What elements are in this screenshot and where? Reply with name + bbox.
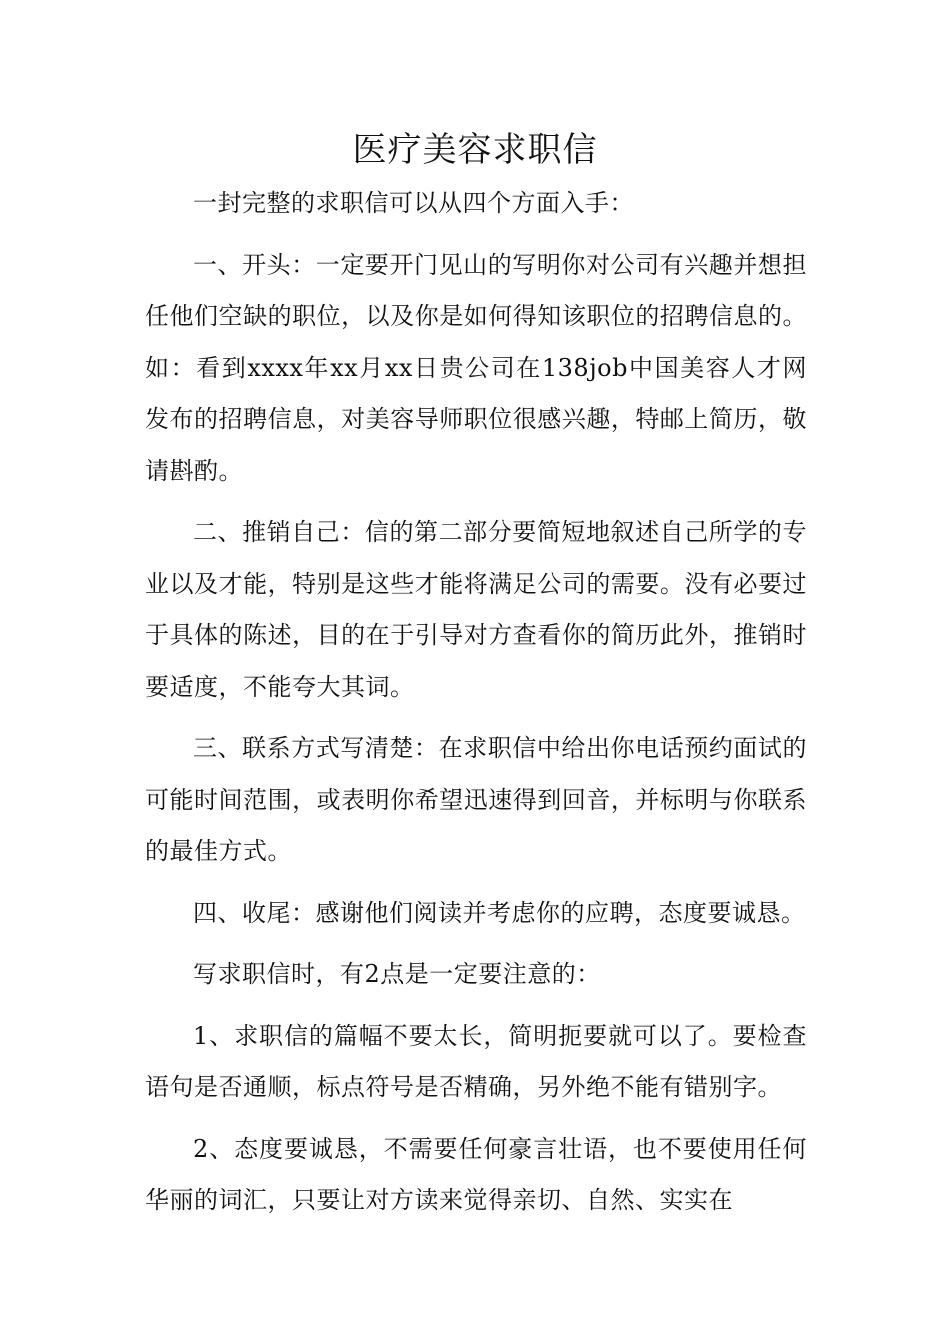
- paragraph-opening: 一、开头：一定要开门见山的写明你对公司有兴趣并想担任他们空缺的职位，以及你是如何得知该职位的招聘信息的。如：看到xxxx年xx月xx日贵公司在138job中国美容人才网发布的招聘信息，对美容导师职位很感兴趣，特邮上简历，敬请斟酌。: [145, 250, 807, 485]
- paragraph-note-2: 2、态度要诚恳，不需要任何豪言壮语，也不要使用任何华丽的词汇，只要让对方读来觉得亲切、自然、实实在: [145, 1134, 807, 1214]
- paragraph-contact: 三、联系方式写清楚：在求职信中给出你电话预约面试的可能时间范围，或表明你希望迅速得到回音，并标明与你联系的最佳方式。: [145, 734, 807, 865]
- paragraph-intro: 一封完整的求职信可以从四个方面入手：: [193, 189, 634, 217]
- document-title: 医疗美容求职信: [352, 130, 598, 170]
- paragraph-note-1: 1、求职信的篇幅不要太长，简明扼要就可以了。要检查语句是否通顺，标点符号是否精确，另外绝不能有错别字。: [145, 1021, 807, 1101]
- document-body: [145, 178, 807, 1237]
- paragraph-notes-intro: 写求职信时，有2点是一定要注意的：: [193, 960, 601, 988]
- paragraph-self-promotion: 二、推销自己：信的第二部分要简短地叙述自己所学的专业以及才能，特别是这些才能将满足公司的需要。没有必要过于具体的陈述，目的在于引导对方查看你的简历此外，推销时要适度，不能夸大其词。: [145, 518, 807, 701]
- paragraph-closing: 四、收尾：感谢他们阅读并考虑你的应聘，态度要诚恳。: [193, 898, 806, 927]
